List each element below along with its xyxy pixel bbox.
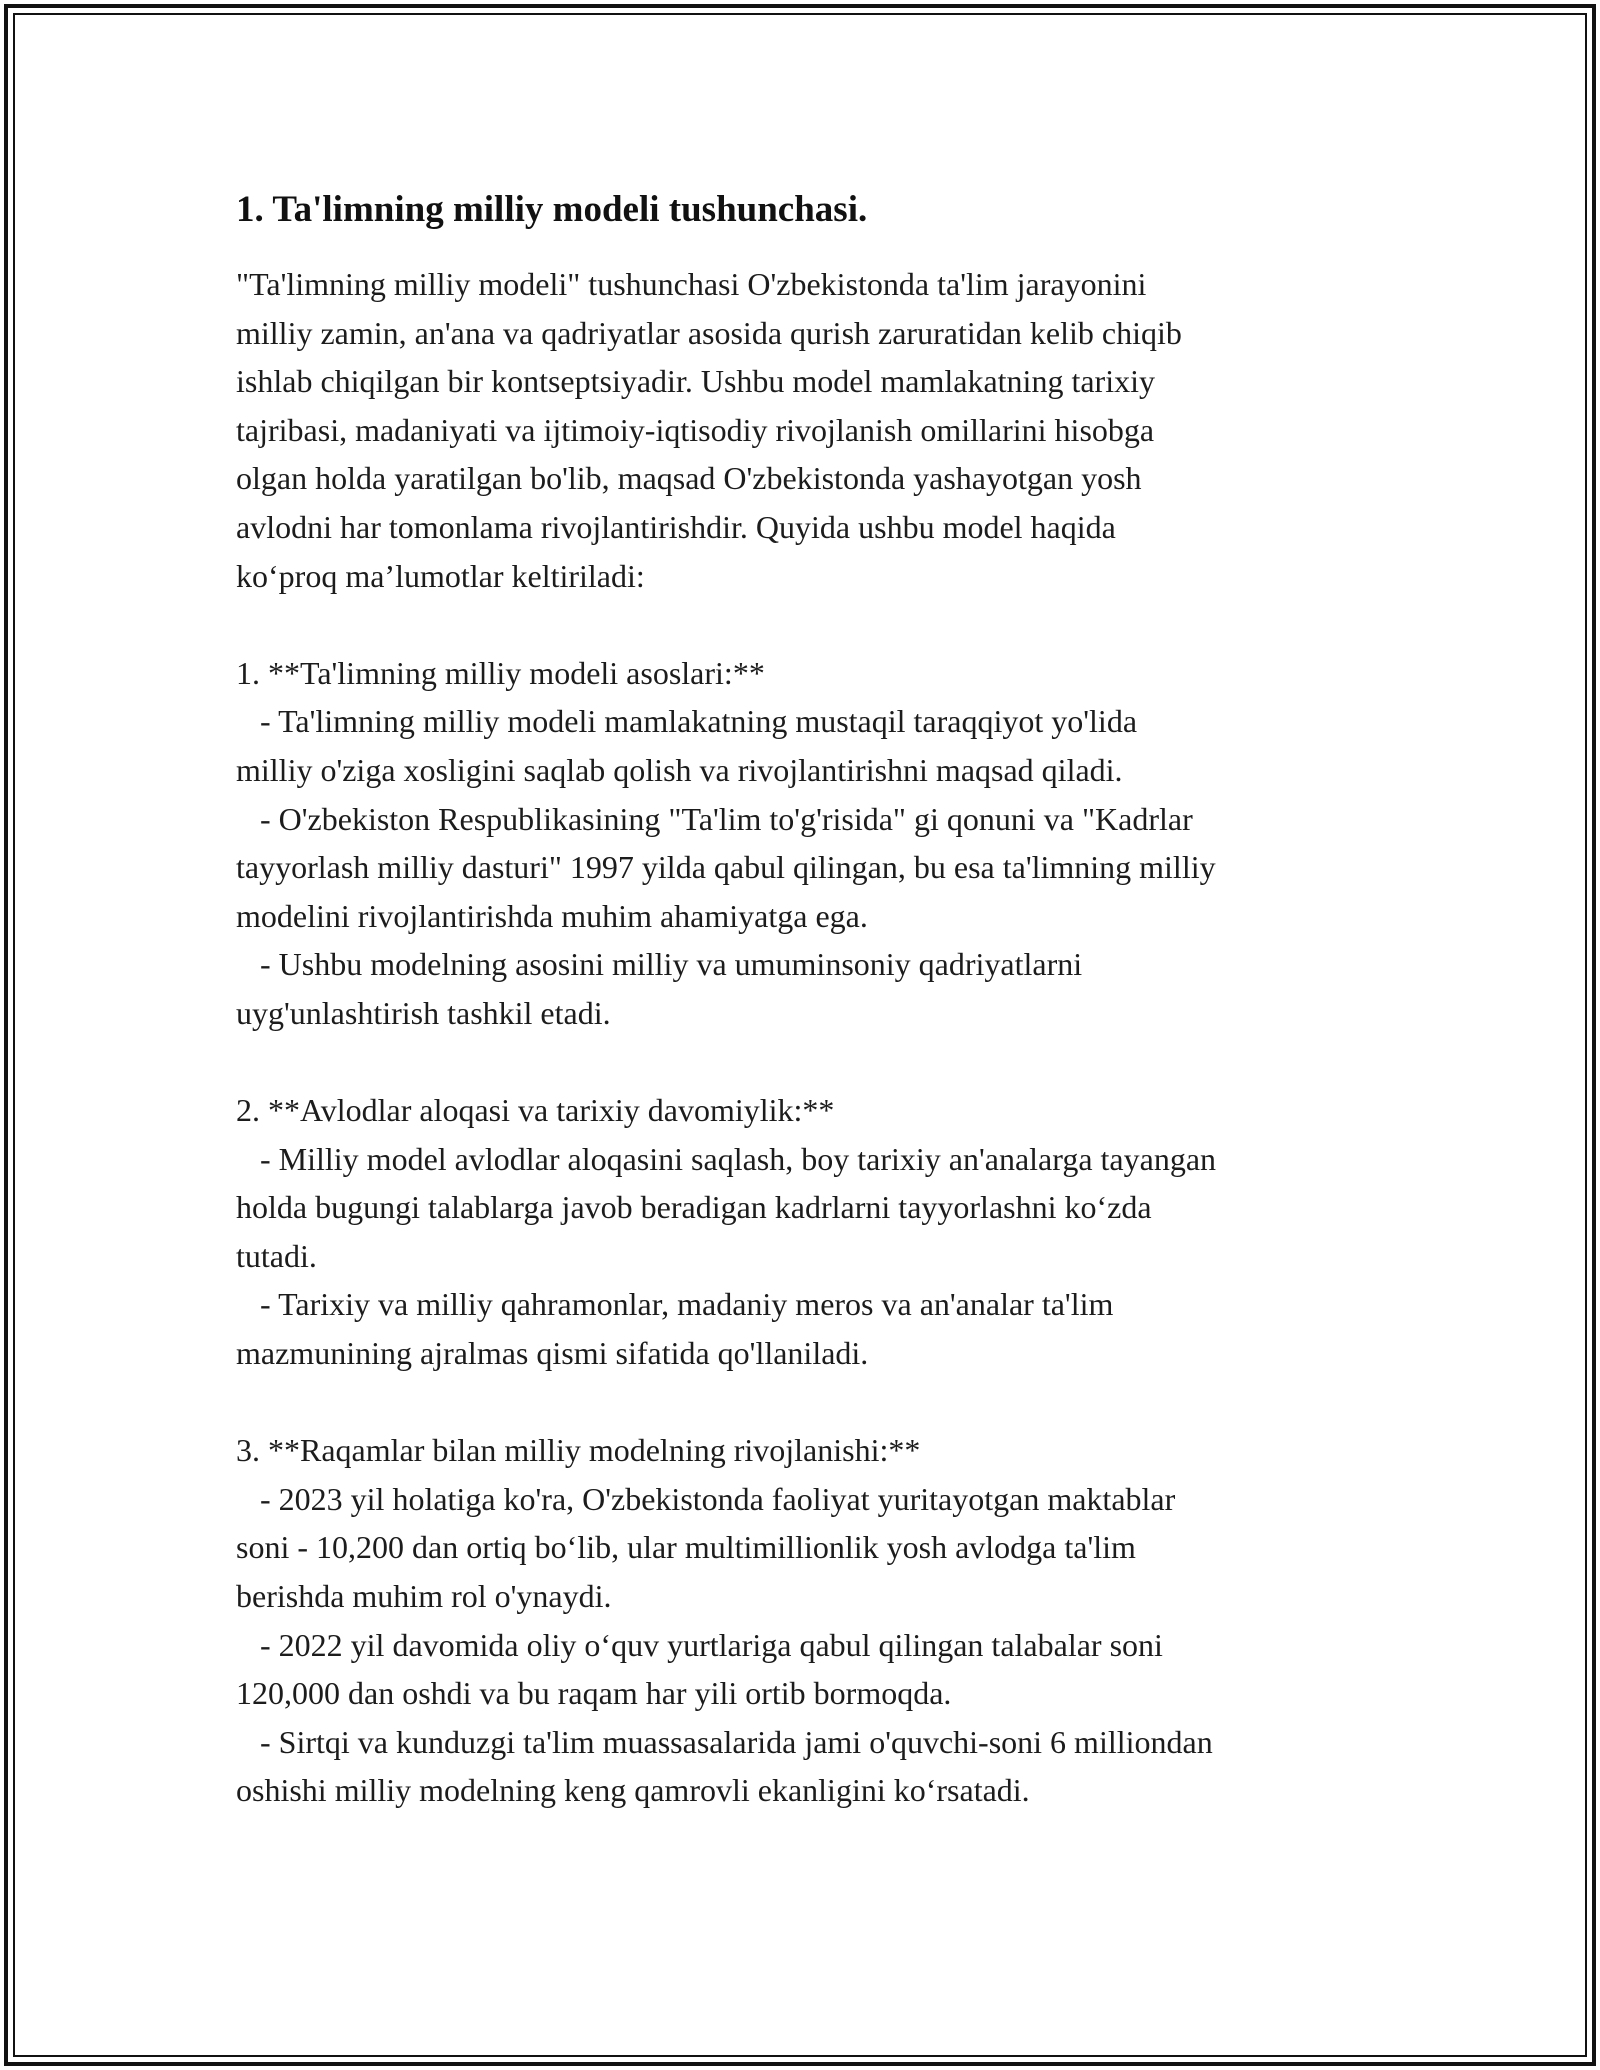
- list-item-line: - Tarixiy va milliy qahramonlar, madaniy meros va an'analar ta'lim: [236, 1286, 1114, 1323]
- list-item-line: tayyorlash milliy dasturi" 1997 yilda qabul qilingan, bu esa ta'limning milliy: [236, 849, 1216, 886]
- paragraph-line: avlodni har tomonlama rivojlantirishdir. Quyida ushbu model haqida: [236, 508, 1116, 545]
- list-item-line: - Ushbu modelning asosini milliy va umuminsoniy qadriyatlarni: [236, 946, 1083, 983]
- list-item-line: uyg'unlashtirish tashkil etadi.: [236, 994, 611, 1031]
- blank-line: [236, 1038, 1386, 1087]
- section-3: [236, 1426, 1386, 1815]
- paragraph-line: "Ta'limning milliy modeli" tushunchasi O'zbekistonda ta'lim jarayonini: [236, 266, 1147, 302]
- section-heading: 3. **Raqamlar bilan milliy modelning rivojlanishi:**: [236, 1432, 921, 1469]
- list-item-line: tutadi.: [236, 1237, 317, 1274]
- list-item-line: 120,000 dan oshdi va bu raqam har yili ortib bormoqda.: [236, 1675, 952, 1712]
- paragraph-line: ko‘proq ma’lumotlar keltiriladi:: [236, 557, 645, 594]
- paragraph-line: olgan holda yaratilgan bo'lib, maqsad O'zbekistonda yashayotgan yosh: [236, 460, 1142, 497]
- list-item-line: - 2023 yil holatiga ko'ra, O'zbekistonda faoliyat yuritayotgan maktablar: [236, 1480, 1176, 1517]
- blank-line: [236, 1378, 1386, 1427]
- section-heading: 2. **Avlodlar aloqasi va tarixiy davomiylik:**: [236, 1092, 835, 1129]
- document-title: 1. Ta'limning milliy modeli tushunchasi.: [236, 189, 868, 230]
- list-item-line: oshishi milliy modelning keng qamrovli ekanligini ko‘rsatadi.: [236, 1772, 1030, 1809]
- list-item-line: - Sirtqi va kunduzgi ta'lim muassasalarida jami o'quvchi-soni 6 milliondan: [236, 1723, 1213, 1760]
- intro-paragraph: [236, 260, 1386, 600]
- list-item-line: - 2022 yil davomida oliy o‘quv yurtlariga qabul qilingan talabalar soni: [236, 1626, 1163, 1663]
- section-1: [236, 649, 1386, 1038]
- list-item-line: - Ta'limning milliy modeli mamlakatning mustaqil taraqqiyot yo'lida: [236, 703, 1138, 740]
- paragraph-line: ishlab chiqilgan bir kontseptsiyadir. Ushbu model mamlakatning tarixiy: [236, 363, 1155, 400]
- section-heading: 1. **Ta'limning milliy modeli asoslari:**: [236, 654, 765, 691]
- document-body: [236, 186, 1386, 1815]
- list-item-line: - Milliy model avlodlar aloqasini saqlash, boy tarixiy an'analarga tayangan: [236, 1140, 1217, 1177]
- list-item-line: modelini rivojlantirishda muhim ahamiyatga ega.: [236, 897, 868, 934]
- paragraph-line: milliy zamin, an'ana va qadriyatlar asosida qurish zaruratidan kelib chiqib: [236, 314, 1182, 351]
- list-item-line: - O'zbekiston Respublikasining "Ta'lim to'g'risida" gi qonuni va "Kadrlar: [236, 800, 1193, 837]
- paragraph-line: tajribasi, madaniyati va ijtimoiy-iqtisodiy rivojlanish omillarini hisobga: [236, 411, 1155, 448]
- list-item-line: holda bugungi talablarga javob beradigan kadrlarni tayyorlashni ko‘zda: [236, 1189, 1152, 1226]
- list-item-line: milliy o'ziga xosligini saqlab qolish va rivojlantirishni maqsad qiladi.: [236, 751, 1123, 788]
- list-item-line: mazmunining ajralmas qismi sifatida qo'llaniladi.: [236, 1335, 869, 1372]
- section-2: [236, 1086, 1386, 1378]
- list-item-line: soni - 10,200 dan ortiq bo‘lib, ular multimillionlik yosh avlodga ta'lim: [236, 1529, 1136, 1566]
- list-item-line: berishda muhim rol o'ynaydi.: [236, 1578, 612, 1615]
- blank-line: [236, 600, 1386, 649]
